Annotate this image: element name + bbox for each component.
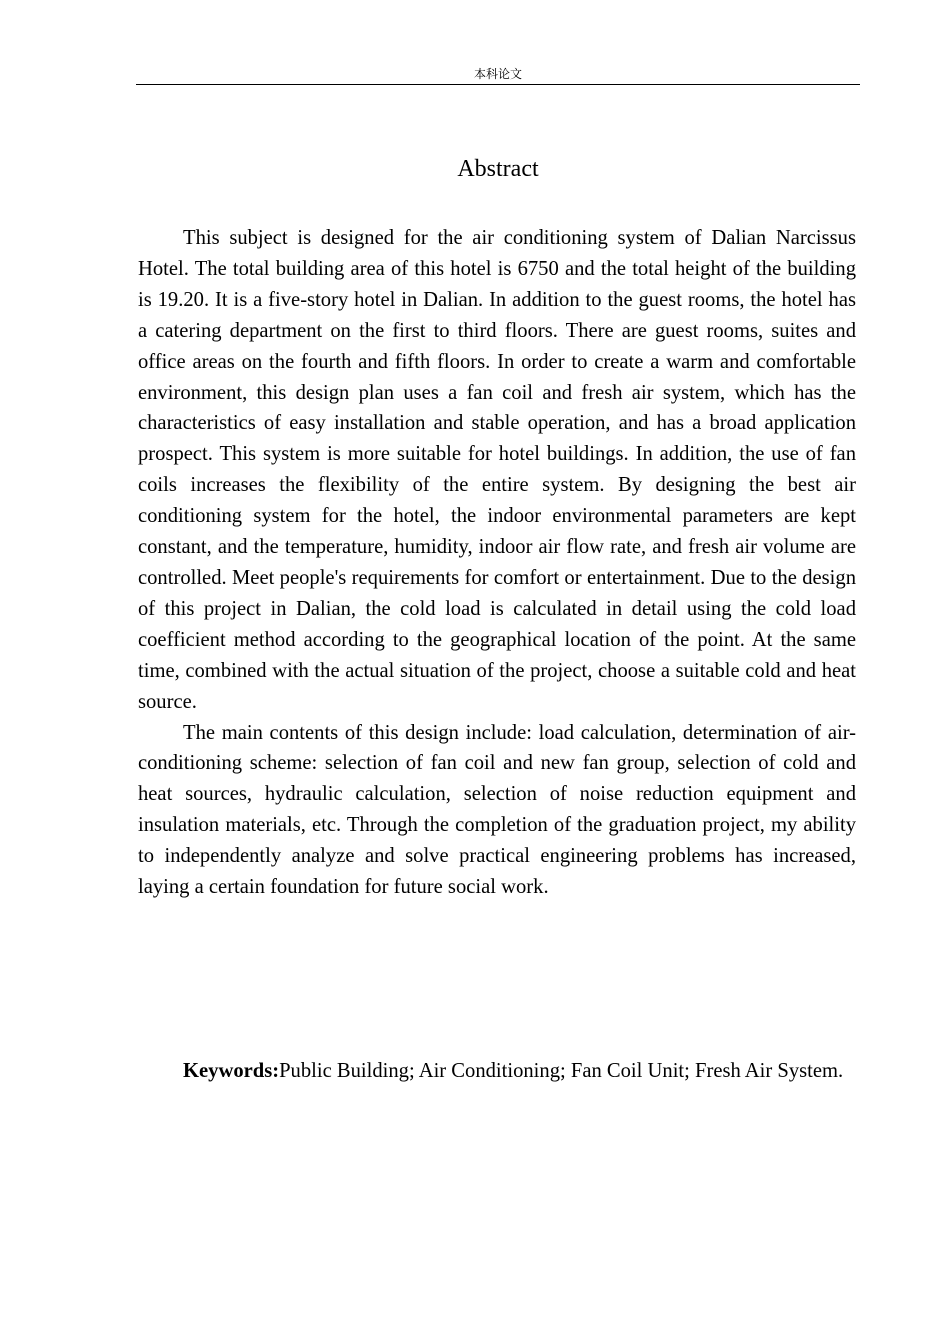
page-header	[136, 66, 860, 85]
header-text: 本科论文	[473, 67, 522, 81]
abstract-paragraph-2: The main contents of this design include: load calculation, determination of air-conditioning scheme: selection of fan coil and new fan group, selection of cold and heat sources, hydraulic calculation, selection of noise reduction equipment and insulation materials, etc. Through the completion of the graduation project, my ability to independently analyze and solve practical engineering problems has increased, laying a certain foundation for future social work.	[138, 721, 856, 899]
keywords-label: Keywords:	[183, 1060, 280, 1082]
abstract-body	[138, 223, 856, 903]
keywords-section	[138, 1056, 856, 1087]
abstract-paragraph-1: This subject is designed for the air conditioning system of Dalian Narcissus Hotel. The total building area of this hotel is 6750 and the total height of the building is 19.20. It is a five-story hotel in Dalian. In addition to the guest rooms, the hotel has a catering department on the first to third floors. There are guest rooms, suites and office areas on the fourth and fifth floors. In order to create a warm and comfortable environment, this design plan uses a fan coil and fresh air system, which has the characteristics of easy installation and stable operation, and has a broad application prospect. This system is more suitable for hotel buildings. In addition, the use of fan coils increases the flexibility of the entire system. By designing the best air conditioning system for the hotel, the indoor environmental parameters are kept constant, and the temperature, humidity, indoor air flow rate, and fresh air volume are controlled. Meet people's requirements for comfort or entertainment. Due to the design of this project in Dalian, the cold load is calculated in detail using the cold load coefficient method according to the geographical location of the point. At the same time, combined with the actual situation of the project, choose a suitable cold and heat source.	[138, 227, 856, 713]
keywords-text: Public Building; Air Conditioning; Fan Coil Unit; Fresh Air System.	[279, 1060, 844, 1082]
abstract-title: Abstract	[457, 156, 539, 182]
